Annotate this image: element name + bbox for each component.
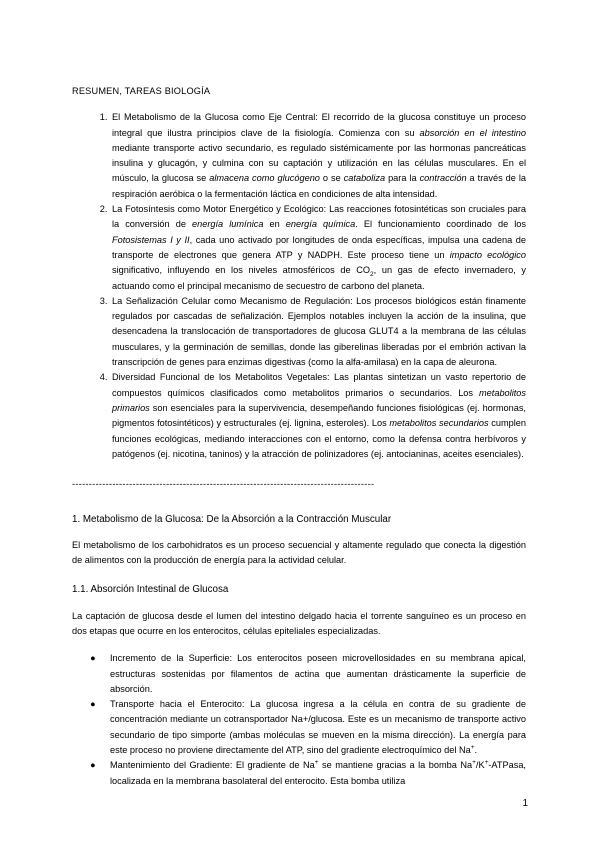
bullet-icon: ●	[90, 653, 96, 664]
section-separator: ------------------------------------------------------------------------------------------	[72, 479, 375, 490]
subsection-intro: La captación de glucosa desde el lumen del intestino delgado hacia el torrente sanguíneo es un proceso en dos etapas que ocurre en los enterocitos, células epiteliales especializadas.	[72, 610, 526, 636]
bullet-item: ● Transporte hacia el Enterocito: La glucosa ingresa a la célula en contra de su gradiente de concentración mediante un cotransportador Na+/glucosa. Este es un mecanismo de transporte activo secundario de tipo simporte (ambas moléculas se mueven en la misma dirección). La energía para este proceso no proviene directamente del ATP, sino del gradiente electroquímico del Na+.	[90, 699, 526, 755]
bullet-item: ● Incremento de la Superficie: Los enterocitos poseen microvellosidades en su membrana apical, estructuras sostenidas por filamentos de actina que aumentan drásticamente la superficie de absorción.	[90, 653, 526, 694]
bullet-item: ● Mantenimiento del Gradiente: El gradiente de Na+ se mantiene gracias a la bomba Na+/K+-ATPasa, localizada en la membrana basolateral del enterocito. Esta bomba utiliza	[90, 759, 526, 786]
summary-item: 1. El Metabolismo de la Glucosa como Eje Central: El recorrido de la glucosa constituye un proceso integral que ilustra principios clave de la fisiología. Comienza con su absorción en el intestino mediante transporte activo secundario, es regulado sistémicamente por las hormonas pancreáticas insulina y glucagón, y culmina con su captación y utilización en las células musculares. En el músculo, la glucosa se almacena como glucógeno o se cataboliza para la contracción a través de la respiración aeróbica o la fermentación láctica en condiciones de alta intensidad.	[110, 110, 526, 202]
summary-list	[72, 110, 526, 462]
doc-title: RESUMEN, TAREAS BIOLOGÍA	[72, 86, 211, 96]
summary-item: 4. Diversidad Funcional de los Metabolitos Vegetales: Las plantas sintetizan un vasto repertorio de compuestos químicos clasificados como metabolitos primarios o secundarios. Los metabolitos primarios son esenciales para la supervivencia, desempeñando funciones fisiológicas (ej. hormonas, pigmentos fotosintéticos) y estructurales (ej. lignina, esteroles). Los metabolitos secundarios cumplen funciones ecológicas, mediando interacciones con el entorno, como la defensa contra herbívoros y patógenos (ej. nicotina, taninos) y la atracción de polinizadores (ej. antocianinas, aceites esenciales).	[110, 370, 526, 462]
bullet-icon: ●	[90, 760, 96, 771]
document-page	[72, 84, 526, 789]
page-number: 1	[522, 798, 528, 809]
bullet-icon: ●	[90, 699, 96, 710]
summary-item: 2. La Fotosíntesis como Motor Energético y Ecológico: Las reacciones fotosintéticas son cruciales para la conversión de energía lumínica en energía química. El funcionamiento coordinado de los Fotosistemas I y II, cada uno activado por longitudes de onda específicas, impulsa una cadena de transporte de electrones que genera ATP y NADPH. Este proceso tiene un impacto ecológico significativo, influyendo en los niveles atmosféricos de $CO_2$, un gas de efecto invernadero, y actuando como el principal mecanismo de secuestro de carbono del planeta.	[110, 202, 526, 294]
section-heading: 1. Metabolismo de la Glucosa: De la Absorción a la Contracción Muscular	[72, 514, 392, 526]
section-intro: El metabolismo de los carbohidratos es un proceso secuencial y altamente regulado que conecta la digestión de alimentos con la producción de energía para la actividad celular.	[72, 539, 526, 566]
subsection-heading: 1.1. Absorción Intestinal de Glucosa	[72, 584, 229, 596]
summary-item: 3. La Señalización Celular como Mecanismo de Regulación: Los procesos biológicos están finamente regulados por cascadas de señalización. Ejemplos notables incluyen la acción de la insulina, que desencadena la translocación de transportadores de glucosa GLUT4 a la membrana de las células musculares, y la germinación de semillas, donde las giberelinas liberadas por el embrión activan la transcripción de genes para enzimas digestivas (como la alfa-amilasa) en la capa de aleurona.	[110, 294, 526, 370]
bullet-list	[72, 651, 526, 789]
